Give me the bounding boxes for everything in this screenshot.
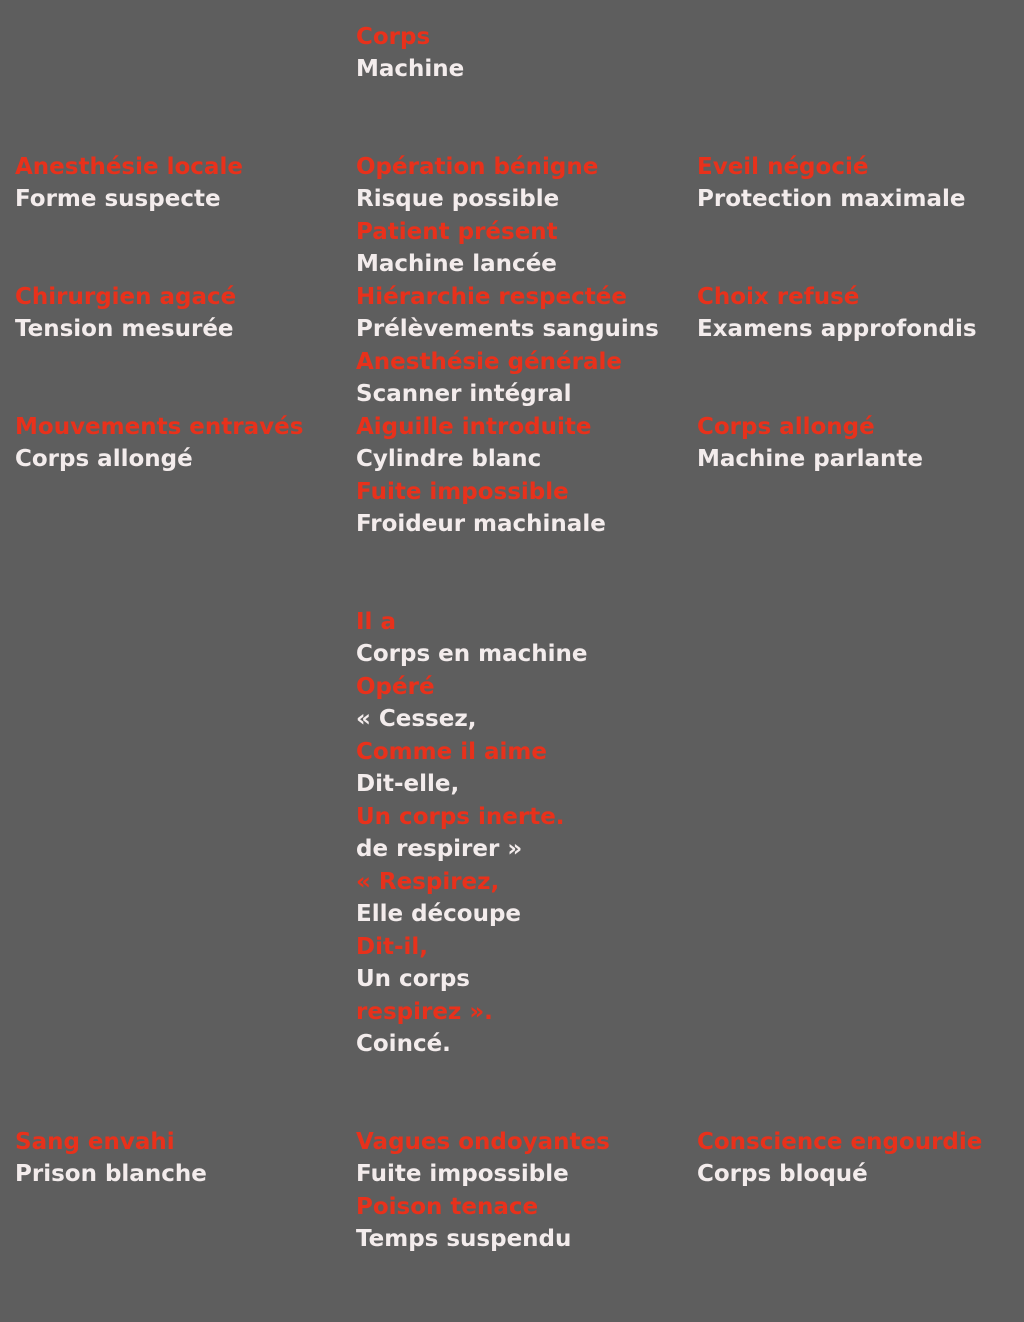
white-line: Fuite impossible	[356, 1161, 569, 1187]
red-line: Hiérarchie respectée	[356, 284, 627, 310]
red-line: Opération bénigne	[356, 154, 599, 180]
block1-left-column	[15, 152, 303, 477]
white-line: Dit-elle,	[356, 771, 460, 797]
stanza-pair	[356, 867, 588, 932]
stanza-pair	[697, 1127, 982, 1192]
stanza-pair	[356, 1192, 610, 1257]
stanza-pair	[356, 997, 588, 1062]
block1-center-column	[356, 152, 659, 542]
white-line: Prélèvements sanguins	[356, 316, 659, 342]
stanza-pair	[697, 282, 977, 347]
red-line: Vagues ondoyantes	[356, 1129, 610, 1155]
block3-right-column	[697, 1127, 982, 1192]
red-line: Eveil négocié	[697, 154, 869, 180]
red-line: Un corps inerte.	[356, 804, 565, 830]
stanza-pair	[15, 1127, 207, 1192]
white-line: Coincé.	[356, 1031, 451, 1057]
stanza-pair	[356, 737, 588, 802]
red-line: Chirurgien agacé	[15, 284, 237, 310]
middle-column	[356, 607, 588, 1062]
white-line: Temps suspendu	[356, 1226, 572, 1252]
stanza-pair	[356, 217, 659, 282]
stanza-pair	[356, 412, 659, 477]
white-line: Machine parlante	[697, 446, 923, 472]
stanza-pair	[356, 607, 588, 672]
red-line: Mouvements entravés	[15, 414, 304, 440]
white-line: Machine lancée	[356, 251, 557, 277]
white-line: Examens approfondis	[697, 316, 977, 342]
red-line: Comme il aime	[356, 739, 547, 765]
red-line: Poison tenace	[356, 1194, 539, 1220]
header-white-line: Machine	[356, 56, 465, 82]
white-line: Corps bloqué	[697, 1161, 868, 1187]
red-line: Corps allongé	[697, 414, 875, 440]
stanza-pair	[697, 412, 977, 477]
stanza-pair	[15, 282, 303, 347]
red-line: Anesthésie générale	[356, 349, 622, 375]
red-line: « Respirez,	[356, 869, 500, 895]
red-line: Il a	[356, 609, 396, 635]
red-line: Anesthésie locale	[15, 154, 243, 180]
white-line: Corps allongé	[15, 446, 193, 472]
stanza-pair	[356, 477, 659, 542]
white-line: de respirer »	[356, 836, 523, 862]
stanza-pair	[356, 282, 659, 347]
red-line: Fuite impossible	[356, 479, 569, 505]
header-red-line: Corps	[356, 24, 431, 50]
stanza-pair	[356, 347, 659, 412]
red-line: Conscience engourdie	[697, 1129, 983, 1155]
stanza-pair	[15, 412, 303, 477]
red-line: Sang envahi	[15, 1129, 175, 1155]
red-line: Patient présent	[356, 219, 558, 245]
stanza-pair	[15, 152, 303, 217]
white-line: « Cessez,	[356, 706, 477, 732]
white-line: Prison blanche	[15, 1161, 207, 1187]
poem-header	[356, 22, 464, 87]
white-line: Elle découpe	[356, 901, 522, 927]
red-line: Choix refusé	[697, 284, 860, 310]
white-line: Risque possible	[356, 186, 560, 212]
stanza-pair	[356, 672, 588, 737]
block3-center-column	[356, 1127, 610, 1257]
white-line: Cylindre blanc	[356, 446, 542, 472]
stanza-pair	[356, 802, 588, 867]
header-pair	[356, 22, 464, 87]
red-line: respirez ».	[356, 999, 493, 1025]
white-line: Un corps	[356, 966, 470, 992]
white-line: Scanner intégral	[356, 381, 572, 407]
stanza-pair	[356, 932, 588, 997]
block1-right-column	[697, 152, 977, 477]
stanza-pair	[356, 1127, 610, 1192]
stanza-pair	[356, 152, 659, 217]
red-line: Opéré	[356, 674, 435, 700]
stanza-pair	[697, 152, 977, 217]
block3-left-column	[15, 1127, 207, 1192]
white-line: Froideur machinale	[356, 511, 606, 537]
white-line: Corps en machine	[356, 641, 588, 667]
white-line: Protection maximale	[697, 186, 966, 212]
white-line: Forme suspecte	[15, 186, 221, 212]
red-line: Dit-il,	[356, 934, 429, 960]
white-line: Tension mesurée	[15, 316, 234, 342]
red-line: Aiguille introduite	[356, 414, 592, 440]
